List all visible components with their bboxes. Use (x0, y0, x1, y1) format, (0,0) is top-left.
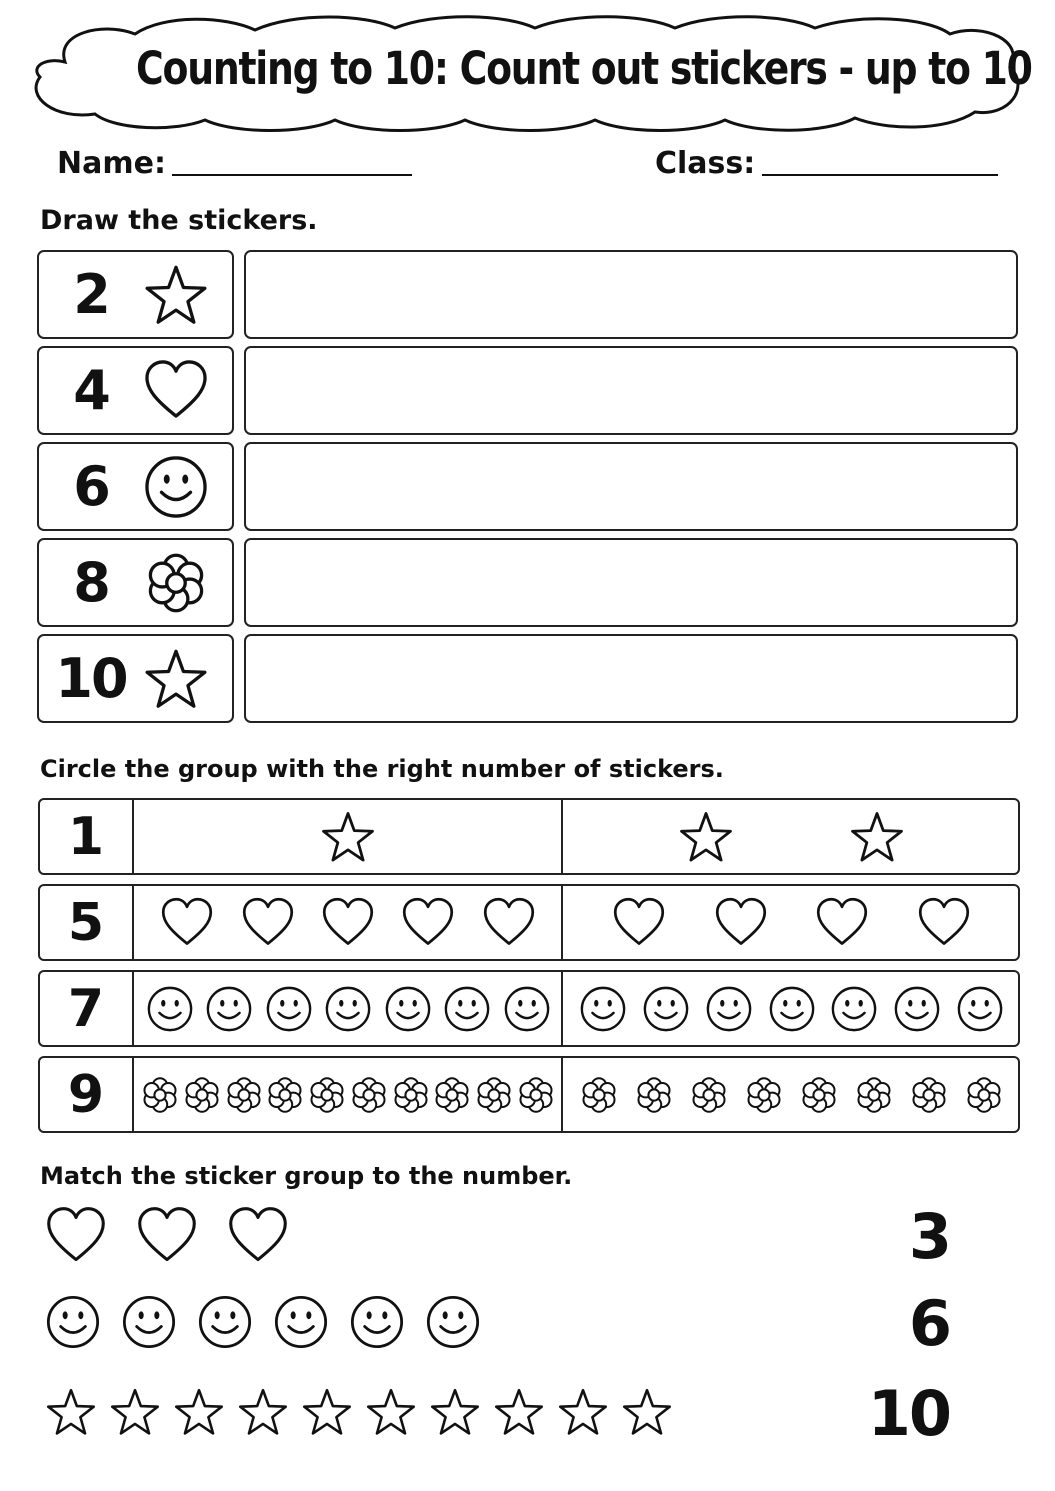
match-number[interactable]: 6 (908, 1287, 950, 1360)
circle-row-number: 1 (40, 800, 134, 873)
smiley-icon (324, 985, 372, 1033)
star-icon (493, 1386, 545, 1438)
draw-area-box[interactable] (244, 634, 1018, 723)
smiley-icon (45, 1294, 101, 1350)
star-icon (365, 1386, 417, 1438)
flower-icon (349, 1075, 389, 1115)
class-field-line[interactable] (762, 174, 998, 176)
class-label: Class: (655, 146, 756, 181)
heart-icon (227, 1205, 289, 1267)
flower-icon (391, 1075, 431, 1115)
draw-row-number: 4 (73, 359, 109, 422)
smiley-icon (197, 1294, 253, 1350)
smiley-icon (705, 985, 753, 1033)
flower-icon (799, 1075, 839, 1115)
sticker-group-left[interactable] (134, 972, 562, 1045)
draw-row-prompt (37, 442, 234, 531)
flower-icon (140, 1075, 180, 1115)
match-instruction: Match the sticker group to the number. (40, 1162, 573, 1190)
heart-icon (143, 358, 209, 424)
star-icon (678, 809, 734, 865)
flower-icon (182, 1075, 222, 1115)
flower-icon (474, 1075, 514, 1115)
heart-icon (160, 896, 214, 950)
smiley-icon (143, 454, 209, 520)
heart-icon (321, 896, 375, 950)
flower-icon (964, 1075, 1004, 1115)
flower-icon (579, 1075, 619, 1115)
circle-row (38, 884, 1020, 961)
heart-icon (482, 896, 536, 950)
draw-row-number: 10 (55, 647, 127, 710)
flower-icon (143, 550, 209, 616)
smiley-icon (768, 985, 816, 1033)
smiley-icon (503, 985, 551, 1033)
flower-icon (909, 1075, 949, 1115)
circle-instruction: Circle the group with the right number of stickers. (40, 755, 724, 783)
star-icon (143, 646, 209, 712)
draw-area-box[interactable] (244, 250, 1018, 339)
match-sticker-group[interactable] (45, 1386, 673, 1438)
circle-row-number: 5 (40, 886, 134, 959)
star-icon (237, 1386, 289, 1438)
star-icon (849, 809, 905, 865)
name-label: Name: (57, 146, 166, 181)
sticker-group-right[interactable] (564, 1058, 1019, 1131)
smiley-icon (579, 985, 627, 1033)
smiley-icon (273, 1294, 329, 1350)
smiley-icon (205, 985, 253, 1033)
smiley-icon (642, 985, 690, 1033)
smiley-icon (349, 1294, 405, 1350)
sticker-group-right[interactable] (564, 886, 1019, 959)
flower-icon (265, 1075, 305, 1115)
flower-icon (854, 1075, 894, 1115)
star-icon (320, 809, 376, 865)
heart-icon (815, 896, 869, 950)
sticker-group-right[interactable] (564, 972, 1019, 1045)
draw-row-prompt (37, 346, 234, 435)
smiley-icon (956, 985, 1004, 1033)
page-title: Counting to 10: Count out stickers - up to 10 (136, 42, 1032, 95)
heart-icon (917, 896, 971, 950)
draw-area-box[interactable] (244, 538, 1018, 627)
star-icon (621, 1386, 673, 1438)
draw-area-box[interactable] (244, 346, 1018, 435)
smiley-icon (121, 1294, 177, 1350)
smiley-icon (146, 985, 194, 1033)
star-icon (143, 262, 209, 328)
match-number[interactable]: 3 (908, 1200, 950, 1273)
star-icon (173, 1386, 225, 1438)
smiley-icon (830, 985, 878, 1033)
star-icon (45, 1386, 97, 1438)
sticker-group-left[interactable] (134, 886, 562, 959)
circle-row-number: 7 (40, 972, 134, 1045)
match-sticker-group[interactable] (45, 1205, 289, 1267)
star-icon (557, 1386, 609, 1438)
star-icon (301, 1386, 353, 1438)
heart-icon (136, 1205, 198, 1267)
draw-row-number: 6 (73, 455, 109, 518)
flower-icon (432, 1075, 472, 1115)
circle-row (38, 970, 1020, 1047)
smiley-icon (893, 985, 941, 1033)
draw-row-prompt (37, 250, 234, 339)
heart-icon (714, 896, 768, 950)
flower-icon (224, 1075, 264, 1115)
match-number[interactable]: 10 (867, 1377, 950, 1450)
draw-instruction: Draw the stickers. (40, 205, 318, 236)
draw-area-box[interactable] (244, 442, 1018, 531)
match-sticker-group[interactable] (45, 1294, 481, 1350)
star-icon (109, 1386, 161, 1438)
sticker-group-left[interactable] (134, 800, 562, 873)
flower-icon (307, 1075, 347, 1115)
circle-row (38, 1056, 1020, 1133)
flower-icon (634, 1075, 674, 1115)
circle-row-number: 9 (40, 1058, 134, 1131)
heart-icon (612, 896, 666, 950)
heart-icon (401, 896, 455, 950)
flower-icon (516, 1075, 556, 1115)
smiley-icon (443, 985, 491, 1033)
draw-row-prompt (37, 538, 234, 627)
name-field-line[interactable] (172, 174, 412, 176)
flower-icon (744, 1075, 784, 1115)
heart-icon (241, 896, 295, 950)
circle-row (38, 798, 1020, 875)
sticker-group-left[interactable] (134, 1058, 562, 1131)
sticker-group-right[interactable] (564, 800, 1019, 873)
heart-icon (45, 1205, 107, 1267)
star-icon (429, 1386, 481, 1438)
draw-row-number: 2 (73, 263, 109, 326)
draw-row-prompt (37, 634, 234, 723)
flower-icon (689, 1075, 729, 1115)
smiley-icon (425, 1294, 481, 1350)
draw-row-number: 8 (73, 551, 109, 614)
smiley-icon (265, 985, 313, 1033)
smiley-icon (384, 985, 432, 1033)
